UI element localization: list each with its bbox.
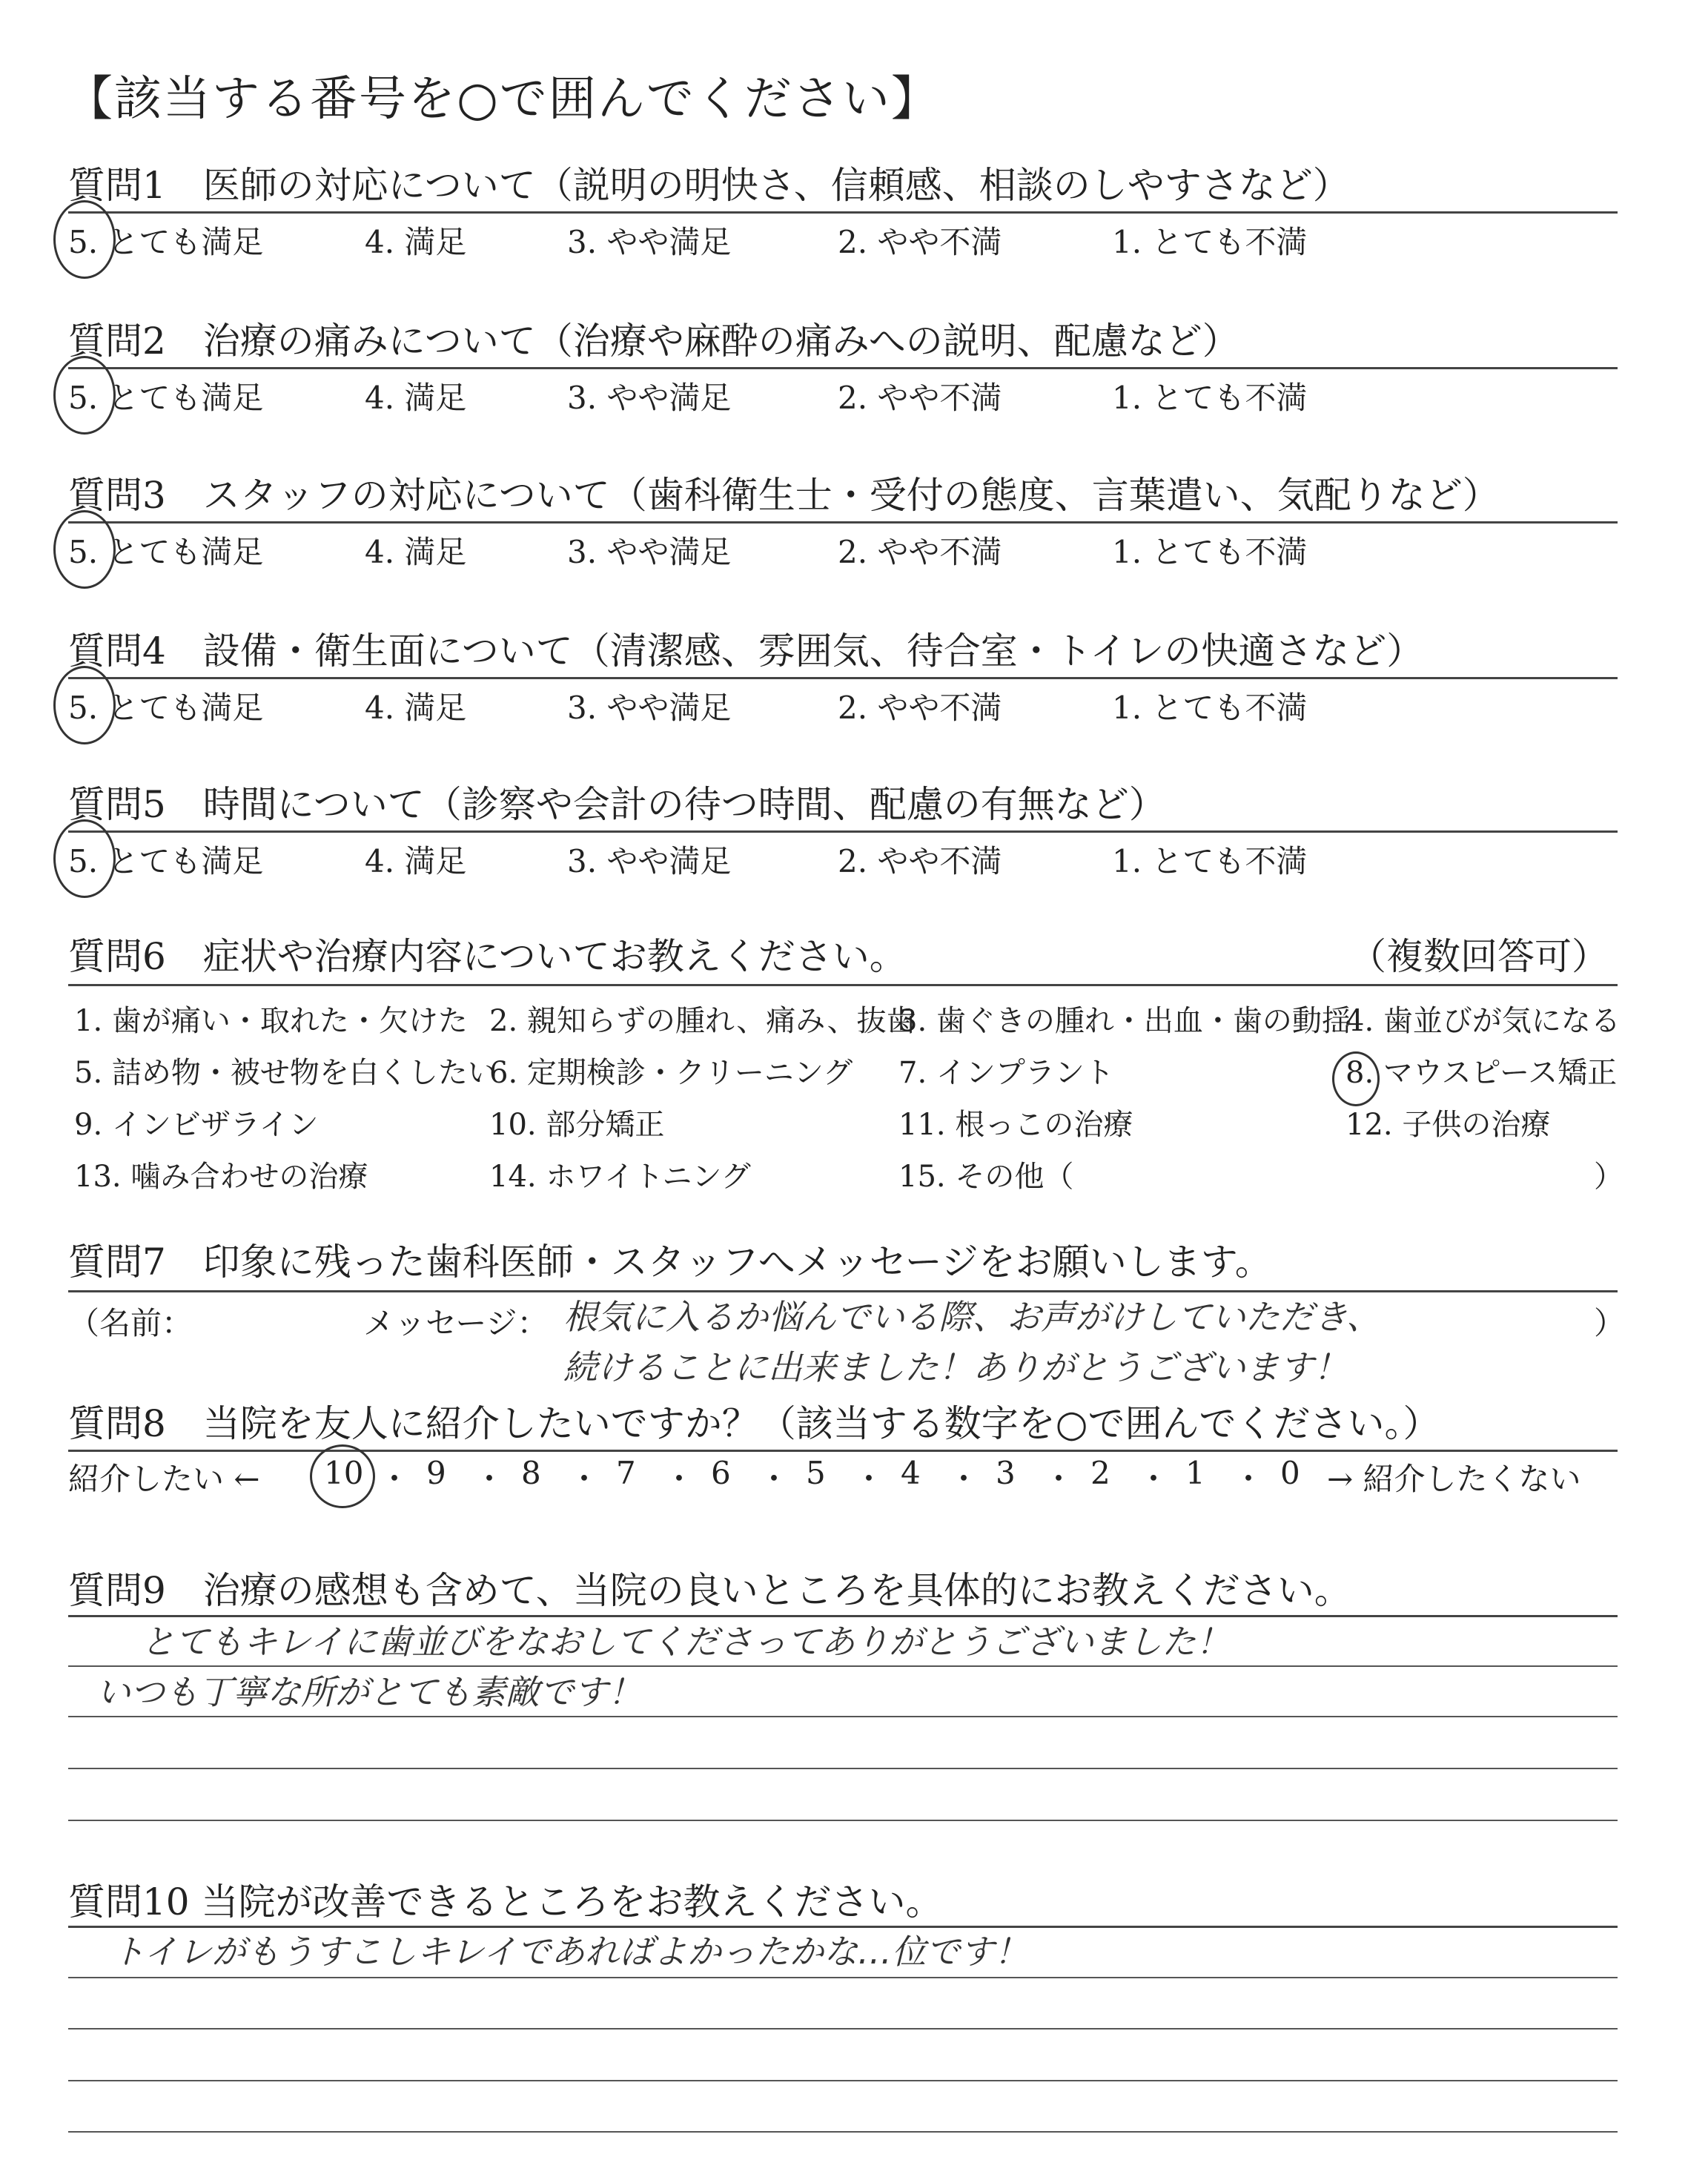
q6-option[interactable]: ） [1594,1160,1623,1194]
q8-scale-value[interactable]: 6 [711,1455,731,1491]
q1-rule [68,211,1618,214]
q6-option[interactable]: 11. 根っこの治療 [898,1108,1133,1142]
q2-option[interactable]: 1. とても不満 [1112,380,1308,416]
q8-scale-value[interactable]: 5 [806,1455,826,1491]
q9-answer-line1: とてもキレイに歯並びをなおしてくださってありがとうございました！ [141,1622,1231,1662]
q6-option[interactable]: 2. 親知らずの腫れ、痛み、抜歯 [489,1004,916,1038]
q8-scale-value[interactable]: 1 [1185,1455,1205,1491]
q8-selected-circle [310,1444,375,1508]
q9-rule-5 [68,1820,1618,1821]
q8-scale-separator: ・ [474,1461,506,1497]
q2-option[interactable]: 3. やや満足 [567,380,732,416]
q8-scale-separator: ・ [948,1461,980,1497]
q3-option[interactable]: 5. とても満足 [68,534,264,570]
q8-heading: 質問8 当院を友人に紹介したいですか？（該当する数字を○で囲んでください。） [68,1402,1440,1445]
q6-option[interactable]: 9. インビザライン [74,1108,319,1142]
q10-rule-4 [68,2080,1618,2081]
q6-option[interactable]: 7. インプラント [898,1056,1114,1090]
q6-selected-circle [1332,1051,1380,1106]
q2-rule [68,367,1618,369]
q8-scale-value[interactable]: 0 [1280,1455,1300,1491]
q4-selected-circle [53,666,116,744]
q4-option[interactable]: 3. やや満足 [567,690,732,726]
q7-message-line1: 根気に入るか悩んでいる際、お声がけしていただき、 [563,1297,1381,1337]
q4-option[interactable]: 4. 満足 [365,690,467,726]
q2-option[interactable]: 5. とても満足 [68,380,264,416]
q6-option[interactable]: 3. 歯ぐきの腫れ・出血・歯の動揺 [898,1004,1351,1038]
q6-note: （複数回答可） [1349,935,1609,978]
q6-option[interactable]: 8. マウスピース矯正 [1345,1056,1618,1090]
q1-option[interactable]: 3. やや満足 [567,224,732,260]
q1-option[interactable]: 4. 満足 [365,224,467,260]
q9-rule-3 [68,1716,1618,1717]
q6-rule [68,984,1618,986]
q8-scale-value[interactable]: 10 [324,1455,364,1491]
q1-option[interactable]: 5. とても満足 [68,224,264,260]
q3-heading: 質問3 スタッフの対応について（歯科衛生士・受付の態度、言葉遣い、気配りなど） [68,474,1500,517]
q8-rule [68,1450,1618,1452]
q6-option[interactable]: 4. 歯並びが気になる [1345,1004,1621,1038]
q6-option[interactable]: 13. 噛み合わせの治療 [74,1160,368,1194]
q8-scale-value[interactable]: 8 [521,1455,541,1491]
q3-option[interactable]: 4. 満足 [365,534,467,570]
q8-scale-value[interactable]: 2 [1090,1455,1110,1491]
q1-option[interactable]: 2. やや不満 [838,224,1002,260]
q5-option[interactable]: 3. やや満足 [567,843,732,879]
q5-option[interactable]: 2. やや不満 [838,843,1002,879]
q4-heading: 質問4 設備・衛生面について（清潔感、雰囲気、待合室・トイレの快適さなど） [68,630,1424,673]
q10-rule-5 [68,2131,1618,2133]
q6-option[interactable]: 14. ホワイトニング [489,1160,751,1194]
q3-rule [68,521,1618,524]
q6-option[interactable]: 12. 子供の治療 [1345,1108,1551,1142]
q3-option[interactable]: 2. やや不満 [838,534,1002,570]
q8-scale-separator: ・ [569,1461,600,1497]
q8-scale-separator: ・ [1233,1461,1265,1497]
q8-scale-value[interactable]: 4 [901,1455,921,1491]
q9-heading: 質問9 治療の感想も含めて、当院の良いところを具体的にお教えください。 [68,1569,1351,1612]
q1-option[interactable]: 1. とても不満 [1112,224,1308,260]
q7-message-label: メッセージ： [363,1305,549,1341]
q8-scale-value[interactable]: 3 [996,1455,1016,1491]
q10-answer-line1: トイレがもうすこしキレイであればよかったかな…位です！ [111,1932,1028,1972]
q8-scale-value[interactable]: 9 [426,1455,446,1491]
q1-heading: 質問1 医師の対応について（説明の明快さ、信頼感、相談のしやすさなど） [68,164,1350,207]
q10-rule-3 [68,2028,1618,2029]
q10-rule-2 [68,1977,1618,1978]
q5-selected-circle [53,819,116,898]
q6-option[interactable]: 6. 定期検診・クリーニング [489,1056,853,1090]
q9-answer-line2: いつも丁寧な所がとても素敵です！ [96,1672,642,1712]
q6-option[interactable]: 1. 歯が痛い・取れた・欠けた [74,1004,468,1038]
q2-selected-circle [53,356,116,435]
q5-option[interactable]: 4. 満足 [365,843,467,879]
q8-scale-separator: ・ [663,1461,695,1497]
q6-heading: 質問6 症状や治療内容についてお教えください。 [68,935,907,978]
q8-scale-separator: ・ [853,1461,885,1497]
q7-message-line2: 続けることに出来ました！ありがとうございます！ [563,1347,1348,1387]
q3-option[interactable]: 1. とても不満 [1112,534,1308,570]
q6-option[interactable]: 5. 詰め物・被せ物を白くしたい [74,1056,497,1090]
q7-heading: 質問7 印象に残った歯科医師・スタッフへメッセージをお願いします。 [68,1241,1272,1284]
q2-heading: 質問2 治療の痛みについて（治療や麻酔の痛みへの説明、配慮など） [68,320,1239,363]
q9-rule-4 [68,1768,1618,1769]
q4-option[interactable]: 5. とても満足 [68,690,264,726]
q8-scale-separator: ・ [1043,1461,1075,1497]
q3-selected-circle [53,510,116,589]
q7-close-paren: ） [1594,1305,1626,1341]
q4-option[interactable]: 2. やや不満 [838,690,1002,726]
q8-right-label: → 紹介したくない [1327,1461,1581,1497]
q3-option[interactable]: 3. やや満足 [567,534,732,570]
q7-name-label: （名前： [68,1305,193,1341]
q2-option[interactable]: 2. やや不満 [838,380,1002,416]
q1-selected-circle [53,200,116,279]
q8-scale-separator: ・ [758,1461,790,1497]
q8-left-label: 紹介したい ← [68,1461,260,1497]
q4-option[interactable]: 1. とても不満 [1112,690,1308,726]
q6-option[interactable]: 15. その他（ [898,1160,1074,1194]
q8-scale-separator: ・ [379,1461,411,1497]
page-title: 【該当する番号を○で囲んでください】 [65,72,940,127]
q8-scale-separator: ・ [1138,1461,1170,1497]
q5-rule [68,830,1618,833]
q5-heading: 質問5 時間について（診察や会計の待つ時間、配慮の有無など） [68,783,1166,826]
q2-option[interactable]: 4. 満足 [365,380,467,416]
q5-option[interactable]: 5. とても満足 [68,843,264,879]
q6-option[interactable]: 10. 部分矯正 [489,1108,665,1142]
q8-scale-value[interactable]: 7 [616,1455,636,1491]
q10-heading: 質問10 当院が改善できるところをお教えください。 [68,1880,943,1923]
q5-option[interactable]: 1. とても不満 [1112,843,1308,879]
q4-rule [68,677,1618,679]
